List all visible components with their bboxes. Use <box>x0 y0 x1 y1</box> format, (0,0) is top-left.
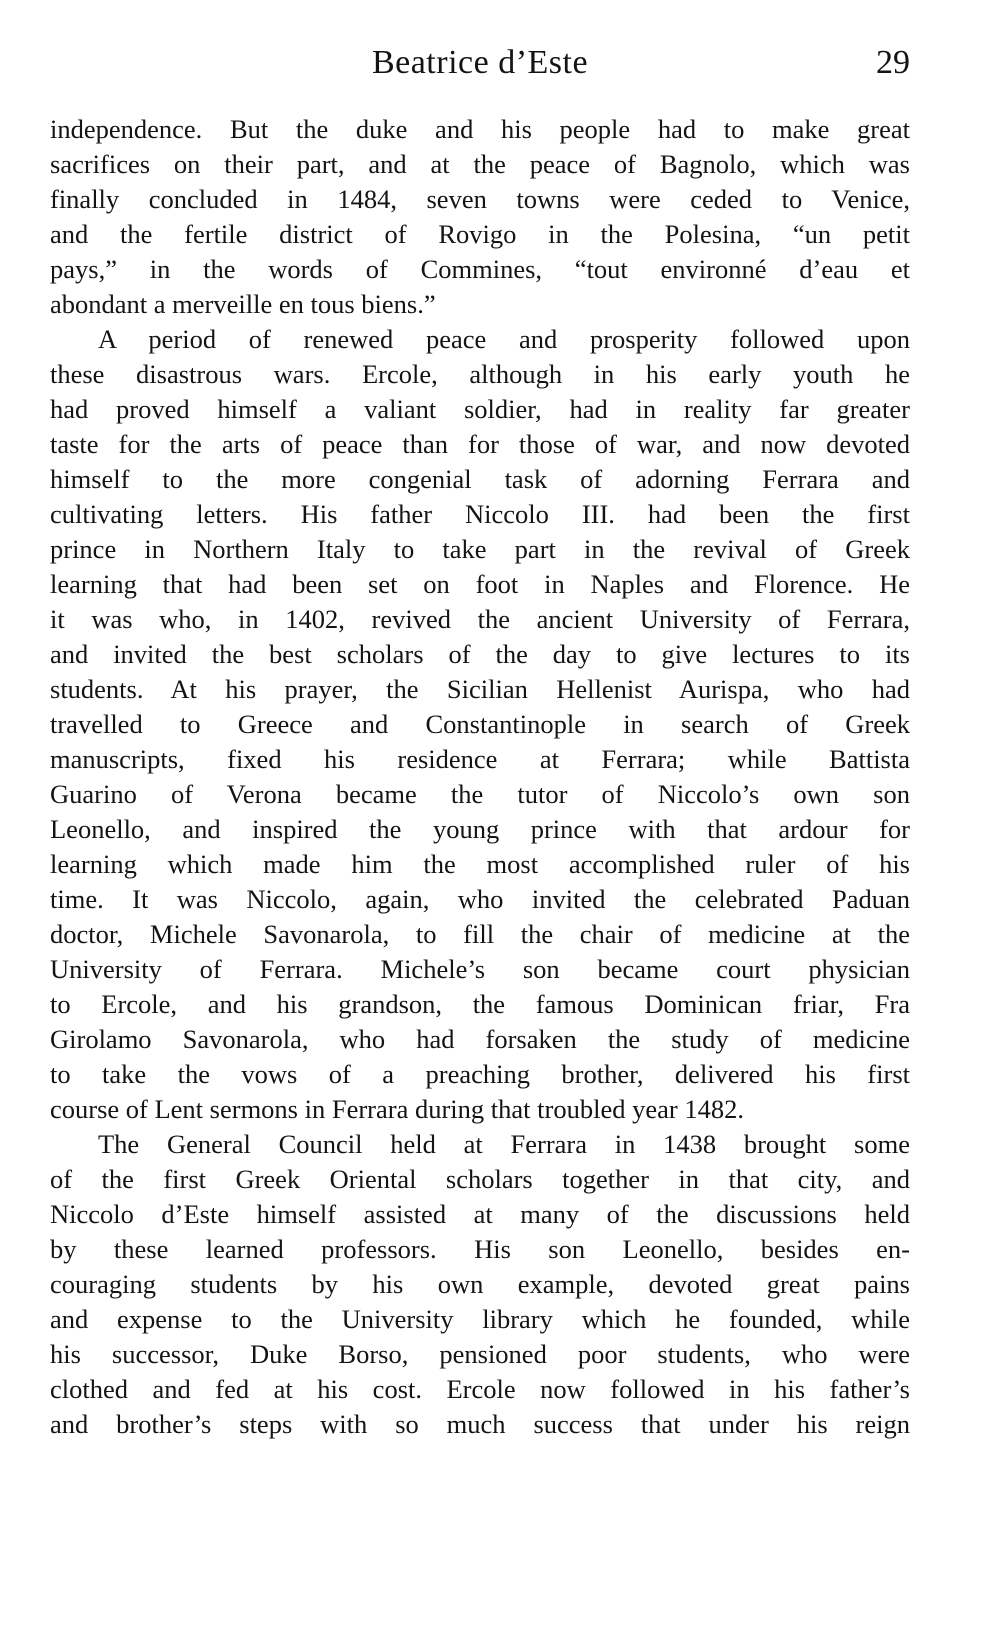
page-number: 29 <box>876 44 910 81</box>
paragraph-3 <box>50 1127 910 1442</box>
text-line: by these learned professors. His son Leonello, besides en- <box>50 1234 910 1264</box>
text-line: these disastrous wars. Ercole, although in his early youth he <box>50 359 910 389</box>
text-line: learning which made him the most accomplished ruler of his <box>50 849 910 879</box>
text-line: couraging students by his own example, devoted great pains <box>50 1269 910 1299</box>
text-line: and expense to the University library which he founded, while <box>50 1304 910 1334</box>
text-line: Girolamo Savonarola, who had forsaken the study of medicine <box>50 1024 910 1054</box>
text-line: The General Council held at Ferrara in 1438 brought some <box>98 1129 910 1159</box>
text-line: to Ercole, and his grandson, the famous Dominican friar, Fra <box>50 989 910 1019</box>
text-line: sacrifices on their part, and at the peace of Bagnolo, which was <box>50 149 910 179</box>
text-line: himself to the more congenial task of adorning Ferrara and <box>50 464 910 494</box>
text-line: travelled to Greece and Constantinople in search of Greek <box>50 709 910 739</box>
text-line: learning that had been set on foot in Naples and Florence. He <box>50 569 910 599</box>
text-line: abondant a merveille en tous biens.” <box>50 289 436 319</box>
running-title: Beatrice d’Este <box>371 44 589 81</box>
paragraph-2 <box>50 322 910 1127</box>
body-text <box>50 112 910 1442</box>
text-line: finally concluded in 1484, seven towns were ceded to Venice, <box>50 184 910 214</box>
text-line: Leonello, and inspired the young prince with that ardour for <box>50 814 910 844</box>
text-line: students. At his prayer, the Sicilian Hellenist Aurispa, who had <box>50 674 910 704</box>
text-line: Guarino of Verona became the tutor of Niccolo’s own son <box>50 779 910 809</box>
text-line: of the first Greek Oriental scholars together in that city, and <box>50 1164 910 1194</box>
book-page <box>50 0 910 1648</box>
paragraph-1 <box>50 112 910 322</box>
text-line: Niccolo d’Este himself assisted at many of the discussions held <box>50 1199 910 1229</box>
text-line: University of Ferrara. Michele’s son became court physician <box>50 954 910 984</box>
text-line: independence. But the duke and his people had to make great <box>50 114 910 144</box>
text-line: pays,” in the words of Commines, “tout environné d’eau et <box>50 254 910 284</box>
running-head <box>50 44 910 84</box>
text-line: course of Lent sermons in Ferrara during that troubled year 1482. <box>50 1094 744 1124</box>
text-line: to take the vows of a preaching brother, delivered his first <box>50 1059 910 1089</box>
text-line: manuscripts, fixed his residence at Ferrara; while Battista <box>50 744 910 774</box>
text-line: clothed and fed at his cost. Ercole now followed in his father’s <box>50 1374 910 1404</box>
text-line: taste for the arts of peace than for those of war, and now devoted <box>50 429 910 459</box>
text-line: his successor, Duke Borso, pensioned poor students, who were <box>50 1339 910 1369</box>
text-line: and the fertile district of Rovigo in the Polesina, “un petit <box>50 219 910 249</box>
text-line: time. It was Niccolo, again, who invited the celebrated Paduan <box>50 884 910 914</box>
text-line: A period of renewed peace and prosperity followed upon <box>98 324 910 354</box>
text-line: and brother’s steps with so much success that under his reign <box>50 1409 910 1439</box>
text-line: cultivating letters. His father Niccolo III. had been the first <box>50 499 910 529</box>
text-line: doctor, Michele Savonarola, to fill the chair of medicine at the <box>50 919 910 949</box>
text-line: had proved himself a valiant soldier, had in reality far greater <box>50 394 910 424</box>
text-line: prince in Northern Italy to take part in the revival of Greek <box>50 534 910 564</box>
text-line: it was who, in 1402, revived the ancient University of Ferrara, <box>50 604 910 634</box>
text-line: and invited the best scholars of the day to give lectures to its <box>50 639 910 669</box>
